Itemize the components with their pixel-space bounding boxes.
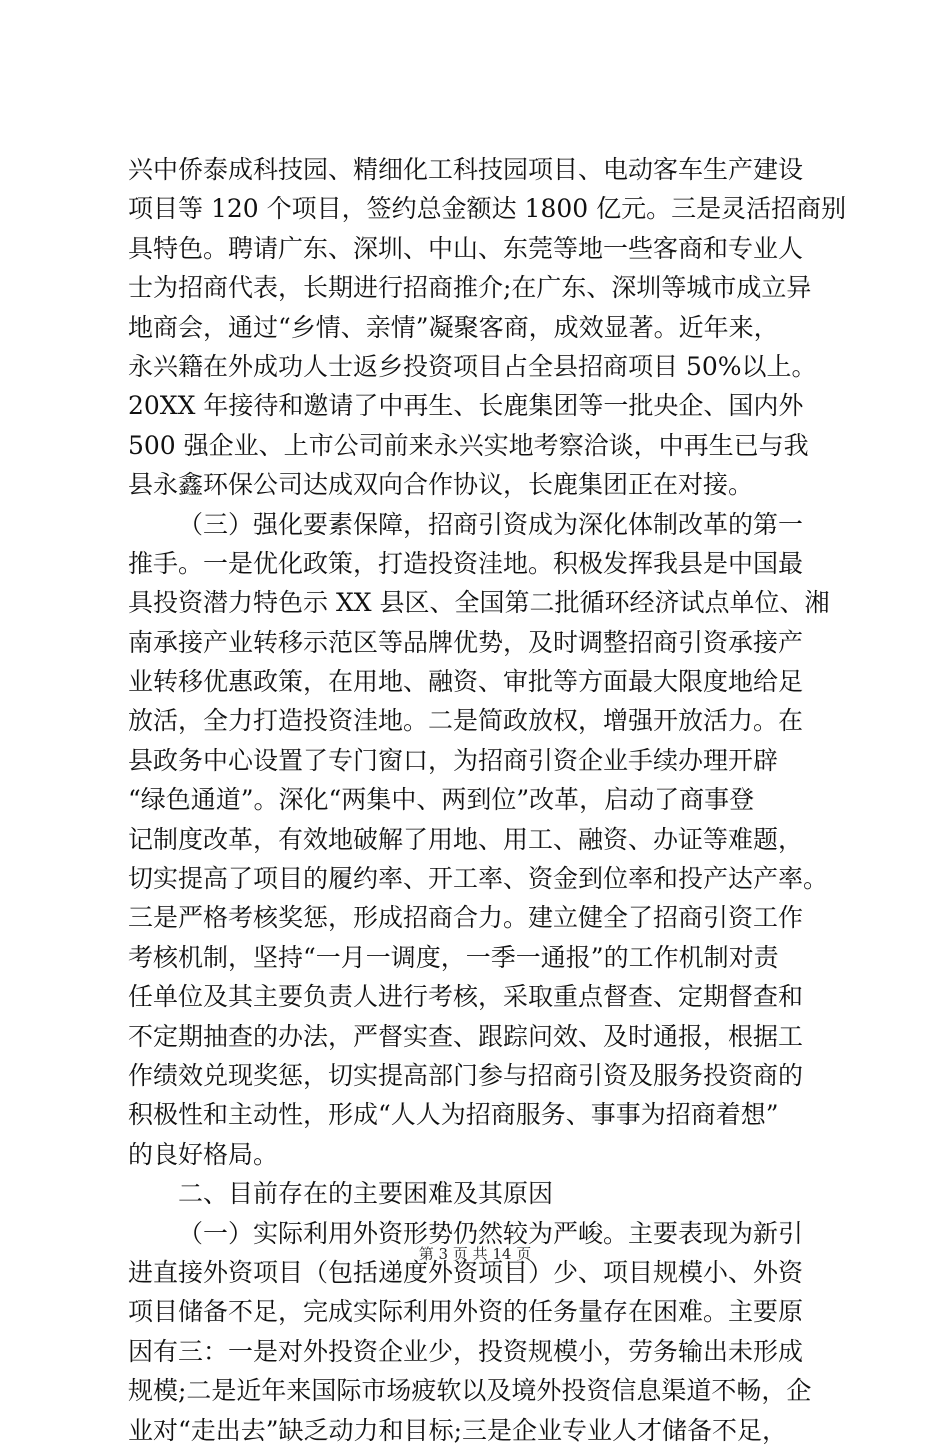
text-line: 三是严格考核奖惩，形成招商合力。建立健全了招商引资工作 bbox=[128, 903, 804, 933]
text-line: 切实提高了项目的履约率、开工率、资金到位率和投产达产率。 bbox=[128, 864, 829, 894]
text-line: 项目等 120 个项目，签约总金额达 1800 亿元。三是灵活招商别 bbox=[128, 194, 847, 224]
text-line: 项目储备不足，完成实际利用外资的任务量存在困难。主要原 bbox=[128, 1297, 804, 1327]
page-footer bbox=[0, 1244, 950, 1264]
page-number: 第 3 页 共 14 页 bbox=[418, 1245, 532, 1263]
text-line: 记制度改革，有效地破解了用地、用工、融资、办证等难题， bbox=[128, 824, 804, 854]
text-line: 考核机制，坚持“一月一调度，一季一通报”的工作机制对责 bbox=[128, 942, 779, 972]
text-line: 业对“走出去”缺乏动力和目标;三是企业专业人才储备不足， bbox=[128, 1415, 787, 1445]
text-line: 具特色。聘请广东、深圳、中山、东莞等地一些客商和专业人 bbox=[128, 233, 804, 263]
text-line: 地商会，通过“乡情、亲情”凝聚客商，成效显著。近年来， bbox=[128, 312, 779, 342]
text-line: 县永鑫环保公司达成双向合作协议，长鹿集团正在对接。 bbox=[128, 470, 754, 500]
text-line: 兴中侨泰成科技园、精细化工科技园项目、电动客车生产建设 bbox=[128, 155, 804, 184]
paragraph-start-line: （一）实际利用外资形势仍然较为严峻。主要表现为新引 bbox=[178, 1218, 804, 1248]
text-line: 作绩效兑现奖惩，切实提高部门参与招商引资及服务投资商的 bbox=[128, 1060, 804, 1090]
text-line: 500 强企业、上市公司前来永兴实地考察洽谈，中再生已与我 bbox=[128, 430, 809, 460]
paragraph-start-line: （三）强化要素保障，招商引资成为深化体制改革的第一 bbox=[178, 509, 804, 539]
text-line: “绿色通道”。深化“两集中、两到位”改革，启动了商事登 bbox=[128, 785, 755, 815]
text-line: 县政务中心设置了专门窗口，为招商引资企业手续办理开辟 bbox=[128, 745, 779, 775]
text-line: 放活，全力打造投资洼地。二是简政放权，增强开放活力。在 bbox=[128, 706, 804, 736]
text-line: 推手。一是优化政策，打造投资洼地。积极发挥我县是中国最 bbox=[128, 548, 804, 578]
text-line: 不定期抽查的办法，严督实查、跟踪问效、及时通报，根据工 bbox=[128, 1021, 804, 1051]
text-line: 业转移优惠政策，在用地、融资、审批等方面最大限度地给足 bbox=[128, 667, 804, 697]
text-line: 士为招商代表，长期进行招商推介;在广东、深圳等城市成立异 bbox=[128, 273, 812, 303]
section-heading: 二、目前存在的主要困难及其原因 bbox=[178, 1179, 554, 1209]
text-line: 具投资潜力特色示 XX 县区、全国第二批循环经济试点单位、湘 bbox=[128, 588, 830, 618]
text-line: 永兴籍在外成功人士返乡投资项目占全县招商项目 50%以上。 bbox=[128, 351, 817, 381]
text-line: 积极性和主动性，形成“人人为招商服务、事事为招商着想” bbox=[128, 1100, 779, 1130]
text-line: 的良好格局。 bbox=[128, 1139, 279, 1169]
text-line: 任单位及其主要负责人进行考核，采取重点督查、定期督查和 bbox=[128, 982, 804, 1012]
text-line: 规模;二是近年来国际市场疲软以及境外投资信息渠道不畅，企 bbox=[128, 1376, 812, 1406]
text-line: 进直接外资项目（包括递度外资项目）少、项目规模小、外资 bbox=[128, 1257, 804, 1287]
text-line: 20XX 年接待和邀请了中再生、长鹿集团等一批央企、国内外 bbox=[128, 391, 804, 421]
text-line: 因有三：一是对外投资企业少，投资规模小，劳务输出未形成 bbox=[128, 1336, 804, 1366]
text-line: 南承接产业转移示范区等品牌优势，及时调整招商引资承接产 bbox=[128, 627, 804, 657]
